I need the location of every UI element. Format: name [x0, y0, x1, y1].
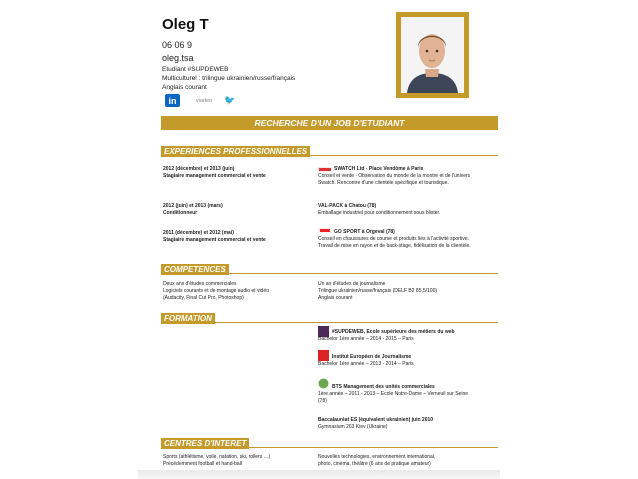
experience-description: Conseil en chaussures de course et produits liés à l'activité sportive. Travail de mise en rayon et de back-stage, fidélisation de la clientèle. [318, 236, 471, 249]
formation-school: Baccalauréat ES (équivalent ukrainien) juin 2010 [318, 417, 434, 423]
experience-dates: 2012 (juin) et 2013 (mars) [163, 203, 223, 209]
competences-left [163, 281, 313, 302]
experience-dates: 2011 (décembre) et 2012 (mai) [163, 230, 234, 236]
job-search-banner: RECHERCHE D'UN JOB D'ETUDIANT [161, 116, 498, 130]
interest-item: Nouvelles technologies, environnement international, [318, 454, 436, 460]
formation-2 [318, 354, 476, 368]
linkedin-icon[interactable]: in [165, 94, 180, 107]
experience-company: GO SPORT à Orgeval (78) [334, 229, 395, 235]
experience-description: Emballage industriel pour conditionnement sous blister. [318, 210, 441, 216]
languages-line: Multiculturel : trilingue ukrainien/russe/français [162, 75, 296, 82]
competence-item: Logiciels courants et de montage audio et vidéo [163, 288, 269, 294]
interets-right [318, 454, 476, 468]
formation-4 [318, 417, 476, 431]
experience-company: SWATCH Ltd - Place Vendôme à Paris [334, 166, 424, 172]
experience-1-right [318, 166, 476, 187]
competence-item: Anglais courant [318, 295, 353, 301]
experience-company: VAL-PACK à Chatou (78) [318, 203, 377, 209]
page-bottom-edge [138, 470, 500, 479]
experience-description: Conseil et vente - Observation du monde de la montre et de l'univers Swatch. Rencontre d'une clientèle spécifique et touristique. [318, 173, 471, 186]
competence-item: Un an d'études de journalisme [318, 281, 386, 287]
candidate-name: Oleg T [162, 16, 209, 33]
studies-line: Etudiant #SUPDEWEB [162, 66, 229, 73]
experience-3-left [163, 230, 313, 244]
experience-2-right [318, 203, 476, 217]
section-title-competences: COMPETENCES [161, 264, 229, 275]
competence-item: (Audacity, Final Cut Pro, Photoshop) [163, 295, 244, 301]
formation-detail: Gymnasium 263 Kiev (Ukraine) [318, 424, 388, 430]
interets-left [163, 454, 313, 468]
interest-item: photo, cinéma, théâtre (6 ans de pratique amateur) [318, 461, 431, 467]
english-line: Anglais courant [162, 84, 207, 91]
section-title-experiences: EXPERIENCES PROFESSIONNELLES [161, 146, 310, 157]
experience-dates: 2012 (décembre) et 2013 (juin) [163, 166, 235, 172]
interest-item: Sports (athlétisme, voile, natation, ski, rollers …) [163, 454, 271, 460]
formation-school: #SUPDEWEB, Ecole supérieure des métiers du web [332, 329, 455, 335]
section-title-interets: CENTRES D'INTERET [161, 438, 249, 449]
experience-role: Conditionneur [163, 210, 198, 216]
profile-photo [401, 17, 464, 93]
viadeo-icon[interactable]: viadeo [195, 97, 213, 104]
competence-item: Trilingue ukrainien/russe/français (DELF B2 85,5/100) [318, 288, 438, 294]
portrait-illustration [401, 17, 464, 93]
formation-school: Institut Européen de Journalisme [332, 354, 412, 360]
interest-item: Précédemment football et hand-ball [163, 461, 242, 467]
competences-right [318, 281, 476, 302]
formation-detail: 1ère année – 2011 - 2013 – Ecole Notre-Dame – Verneuil sur Seine (78) [318, 391, 469, 404]
experience-1-left [163, 166, 313, 180]
twitter-icon[interactable]: 🐦 [224, 95, 236, 105]
competence-item: Deux ans d'études commerciales [163, 281, 237, 287]
formation-detail: Bachelor 1ère année – 2013 - 2014 – Paris [318, 361, 414, 367]
section-formation [161, 314, 498, 323]
formation-3 [318, 384, 476, 405]
formation-1 [318, 329, 476, 343]
formation-detail: Bachelor 1ère année – 2014 - 2015 – Paris [318, 336, 414, 342]
profile-photo-frame [396, 12, 469, 98]
formation-school: BTS Management des unités commerciales [332, 384, 435, 390]
experience-role: Stagiaire management commercial et vente [163, 173, 266, 179]
experience-3-right [318, 229, 476, 250]
section-title-formation: FORMATION [161, 313, 215, 324]
section-interets [161, 439, 498, 448]
section-experiences [161, 147, 498, 156]
experience-role: Stagiaire management commercial et vente [163, 237, 266, 243]
experience-2-left [163, 203, 313, 217]
section-competences [161, 265, 498, 274]
email-address: oleg.tsa [162, 53, 194, 63]
phone-number: 06 06 9 [162, 40, 193, 50]
